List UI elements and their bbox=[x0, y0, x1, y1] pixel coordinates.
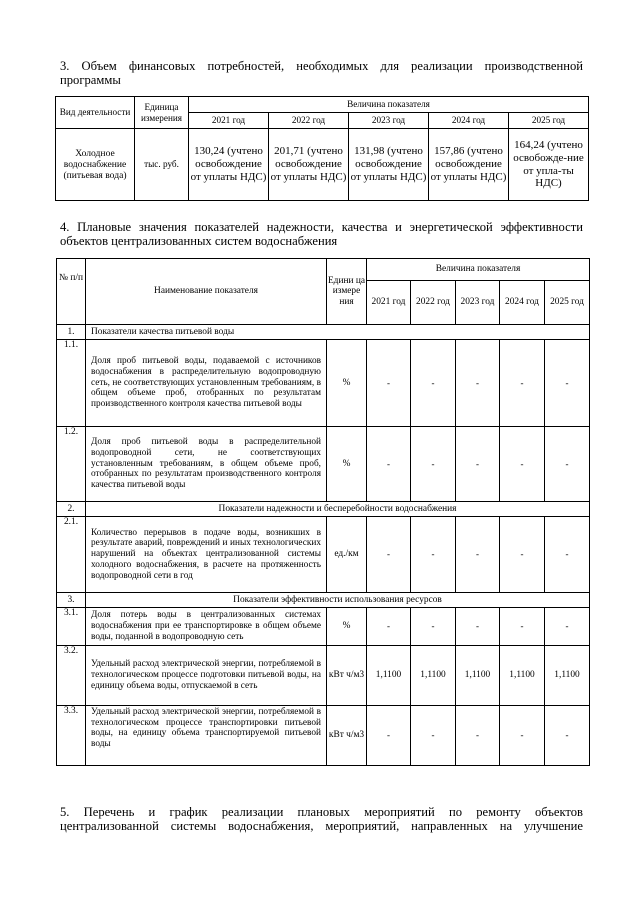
value-cell: 1,1100 bbox=[500, 646, 545, 706]
group-number: 3. bbox=[57, 593, 86, 608]
value-cell: - bbox=[456, 706, 500, 766]
year-header: 2025 год bbox=[509, 113, 589, 129]
row-number: 3.1. bbox=[57, 608, 86, 646]
year-header: 2024 год bbox=[429, 113, 509, 129]
value-cell: - bbox=[545, 517, 590, 593]
table-row bbox=[57, 646, 590, 706]
row-number: 2.1. bbox=[57, 517, 86, 593]
value-cell: - bbox=[545, 608, 590, 646]
group-title: Показатели эффективности использования ресурсов bbox=[86, 593, 590, 608]
section5-heading bbox=[60, 805, 583, 833]
section4-heading bbox=[60, 220, 583, 248]
table-row bbox=[57, 427, 590, 502]
row-number: 3.3. bbox=[57, 706, 86, 766]
value-cell: - bbox=[411, 706, 456, 766]
value-group-header: Величина показателя bbox=[367, 259, 590, 281]
group-title: Показатели надежности и бесперебойности водоснабжения bbox=[86, 502, 590, 517]
value-cell: 1,1100 bbox=[411, 646, 456, 706]
unit-cell: кВт ч/м3 bbox=[327, 706, 367, 766]
row-number: 3.2. bbox=[57, 646, 86, 706]
unit-cell: ед./км bbox=[327, 517, 367, 593]
value-cell: - bbox=[367, 608, 411, 646]
value-cell: 1,1100 bbox=[456, 646, 500, 706]
year-header: 2021 год bbox=[367, 281, 411, 325]
group-number: 2. bbox=[57, 502, 86, 517]
group-row bbox=[57, 502, 590, 517]
value-cell: - bbox=[367, 427, 411, 502]
year-header: 2022 год bbox=[269, 113, 349, 129]
indicator-name: Удельный расход электрической энергии, потребляемой в технологическом процессе подготовки питьевой воды, на единицу объема воды, отпускаемой в сеть bbox=[86, 646, 327, 706]
group-title: Показатели качества питьевой воды bbox=[86, 325, 590, 340]
value-cell: 164,24 (учтено освобожде-ние от упла-ты НДС) bbox=[509, 129, 589, 201]
value-cell: - bbox=[500, 706, 545, 766]
value-cell: - bbox=[500, 427, 545, 502]
indicator-name: Удельный расход электрической энергии, потребляемой в технологическом процессе транспортировки питьевой воды, на единицу объема транспортируемой питьевой воды bbox=[86, 706, 327, 766]
value-cell: 157,86 (учтено освобождение от уплаты НДС) bbox=[429, 129, 509, 201]
group-row bbox=[57, 325, 590, 340]
col-activity-header: Вид деятельности bbox=[56, 97, 135, 129]
value-cell: - bbox=[456, 340, 500, 427]
year-header: 2021 год bbox=[189, 113, 269, 129]
indicator-name: Доля проб питьевой воды, подаваемой с источников водоснабжения в распределительную водопроводную сеть, не соответствующих установленным требованиям, в общем объеме проб, отобранных по результатам производственного контроля качества питьевой воды bbox=[86, 340, 327, 427]
unit-cell: тыс. руб. bbox=[135, 129, 189, 201]
value-cell: - bbox=[545, 340, 590, 427]
section5-heading-line: 5. Перечень и график реализации плановых мероприятий по ремонту объектов bbox=[60, 805, 583, 819]
indicator-name: Доля потерь воды в централизованных системах водоснабжения при ее транспортировке в общем объеме воды, поданной в водопроводную сеть bbox=[86, 608, 327, 646]
section3-heading-line: программы bbox=[60, 73, 121, 87]
group-row bbox=[57, 593, 590, 608]
col-name-header: Наименование показателя bbox=[86, 259, 327, 325]
value-cell: 201,71 (учтено освобождение от уплаты НДС) bbox=[269, 129, 349, 201]
unit-cell: % bbox=[327, 340, 367, 427]
value-cell: - bbox=[411, 517, 456, 593]
table-row bbox=[57, 340, 590, 427]
value-cell: - bbox=[456, 517, 500, 593]
value-cell: - bbox=[456, 427, 500, 502]
value-cell: - bbox=[367, 340, 411, 427]
table-row bbox=[57, 706, 590, 766]
year-header: 2022 год bbox=[411, 281, 456, 325]
section4-heading-line: 4. Плановые значения показателей надежности, качества и энергетической эффективности bbox=[60, 220, 583, 234]
value-cell: - bbox=[500, 608, 545, 646]
financial-needs-table bbox=[55, 96, 589, 201]
value-cell: - bbox=[411, 608, 456, 646]
col-unit-header: Едини ца измере ния bbox=[327, 259, 367, 325]
indicator-name: Доля проб питьевой воды в распределительной водопроводной сети, не соответствующих установленным требованиям, в общем объеме проб, отобранных по результатам производственного контроля качества питьевой воды bbox=[86, 427, 327, 502]
value-cell: - bbox=[545, 427, 590, 502]
section3-heading bbox=[60, 59, 583, 87]
year-header: 2025 год bbox=[545, 281, 590, 325]
value-cell: - bbox=[367, 706, 411, 766]
unit-cell: кВт ч/м3 bbox=[327, 646, 367, 706]
value-cell: 130,24 (учтено освобождение от уплаты НДС) bbox=[189, 129, 269, 201]
section3-heading-line: 3. Объем финансовых потребностей, необходимых для реализации производственной bbox=[60, 59, 583, 73]
indicators-table bbox=[56, 258, 590, 766]
value-cell: - bbox=[545, 706, 590, 766]
value-cell: - bbox=[456, 608, 500, 646]
unit-cell: % bbox=[327, 608, 367, 646]
group-number: 1. bbox=[57, 325, 86, 340]
value-cell: - bbox=[411, 340, 456, 427]
section4-heading-line: объектов централизованных систем водоснабжения bbox=[60, 234, 338, 248]
table-row bbox=[57, 608, 590, 646]
activity-cell: Холодное водоснабжение (питьевая вода) bbox=[56, 129, 135, 201]
year-header: 2023 год bbox=[456, 281, 500, 325]
unit-cell: % bbox=[327, 427, 367, 502]
col-unit-header: Единица измерения bbox=[135, 97, 189, 129]
value-cell: - bbox=[500, 517, 545, 593]
value-cell: - bbox=[411, 427, 456, 502]
indicator-name: Количество перерывов в подаче воды, возникших в результате аварий, повреждений и иных технологических нарушений на объектах централизованной системы холодного водоснабжения, в расчете на протяженность водопроводной сети в год bbox=[86, 517, 327, 593]
value-group-header: Величина показателя bbox=[189, 97, 589, 113]
value-cell: 1,1100 bbox=[367, 646, 411, 706]
value-cell: 131,98 (учтено освобождение от уплаты НДС) bbox=[349, 129, 429, 201]
row-number: 1.1. bbox=[57, 340, 86, 427]
table-row bbox=[57, 517, 590, 593]
value-cell: - bbox=[367, 517, 411, 593]
value-cell: 1,1100 bbox=[545, 646, 590, 706]
table-row bbox=[56, 129, 589, 201]
section5-heading-line: централизованной системы водоснабжения, мероприятий, направленных на улучшение bbox=[60, 819, 583, 833]
row-number: 1.2. bbox=[57, 427, 86, 502]
year-header: 2024 год bbox=[500, 281, 545, 325]
value-cell: - bbox=[500, 340, 545, 427]
year-header: 2023 год bbox=[349, 113, 429, 129]
col-num-header: № п/п bbox=[57, 259, 86, 325]
